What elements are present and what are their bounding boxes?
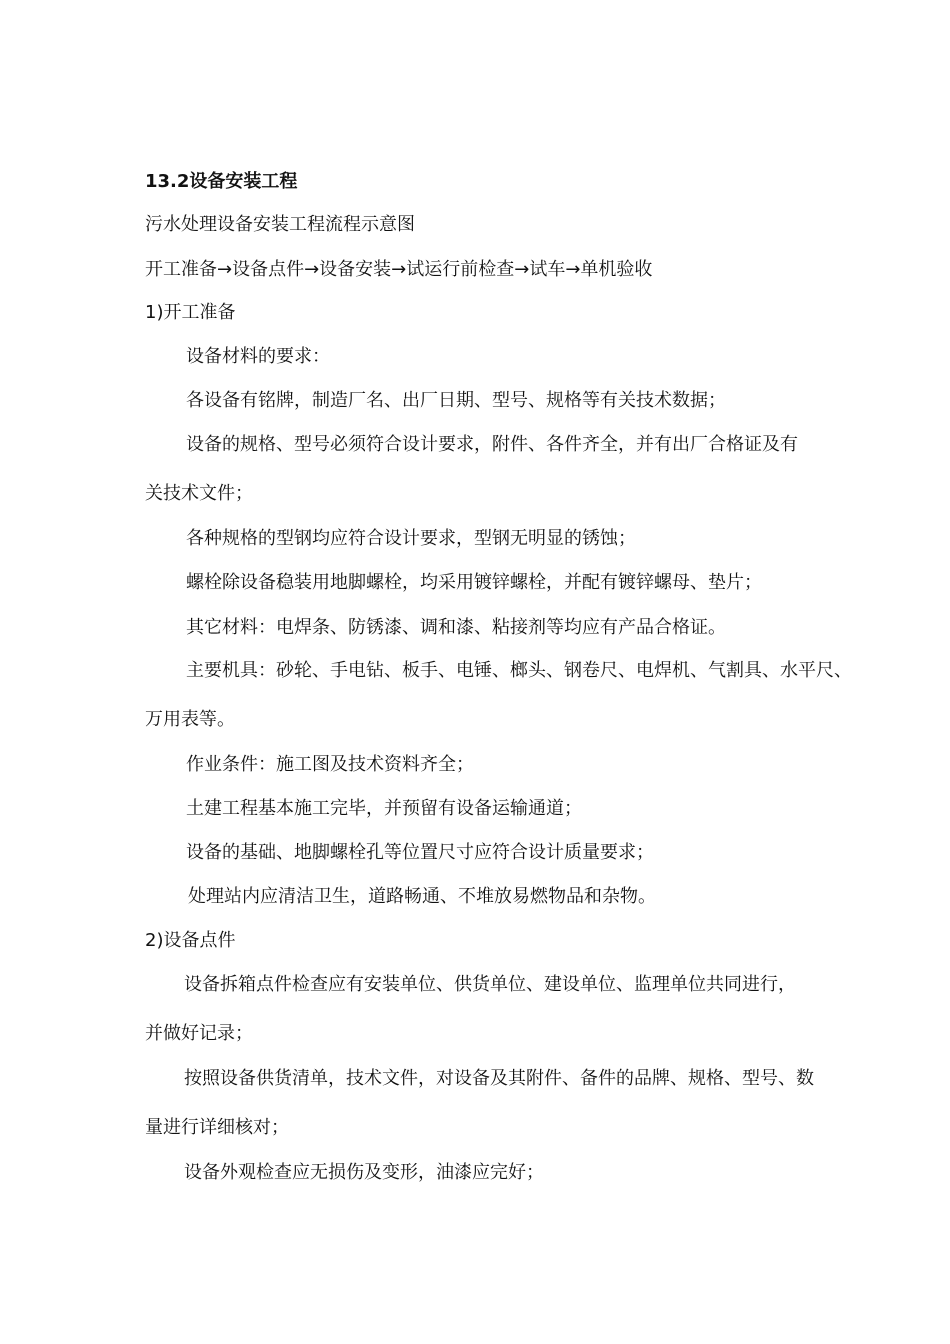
paragraph-line: 作业条件：施工图及技术资料齐全； bbox=[186, 754, 474, 775]
flow-steps: 开工准备→设备点件→设备安装→试运行前检查→试车→单机验收 bbox=[145, 259, 653, 280]
paragraph-line: 各种规格的型钢均应符合设计要求，型钢无明显的锈蚀； bbox=[186, 528, 636, 549]
paragraph-line: 关技术文件； bbox=[145, 483, 253, 504]
paragraph-line: 设备材料的要求： bbox=[186, 346, 330, 367]
part2-heading: 2)设备点件 bbox=[145, 930, 236, 951]
flow-caption: 污水处理设备安装工程流程示意图 bbox=[145, 214, 415, 235]
paragraph-line: 主要机具：砂轮、手电钻、板手、电锤、榔头、钢卷尺、电焊机、气割具、水平尺、 bbox=[186, 660, 852, 681]
paragraph-line: 设备的基础、地脚螺栓孔等位置尺寸应符合设计质量要求； bbox=[186, 842, 654, 863]
paragraph-line: 量进行详细核对； bbox=[145, 1117, 289, 1138]
paragraph-line: 设备的规格、型号必须符合设计要求，附件、各件齐全，并有出厂合格证及有 bbox=[186, 434, 798, 455]
paragraph-line: 土建工程基本施工完毕，并预留有设备运输通道； bbox=[186, 798, 582, 819]
paragraph-line: 设备拆箱点件检查应有安装单位、供货单位、建设单位、监理单位共同进行， bbox=[184, 974, 796, 995]
paragraph-line: 处理站内应清洁卫生，道路畅通、不堆放易燃物品和杂物。 bbox=[188, 886, 656, 907]
paragraph-line: 万用表等。 bbox=[145, 709, 235, 730]
paragraph-line: 各设备有铭牌，制造厂名、出厂日期、型号、规格等有关技术数据； bbox=[186, 390, 726, 411]
paragraph-line: 按照设备供货清单，技术文件，对设备及其附件、备件的品牌、规格、型号、数 bbox=[184, 1068, 814, 1089]
part1-heading: 1)开工准备 bbox=[145, 302, 236, 323]
paragraph-line: 并做好记录； bbox=[145, 1023, 253, 1044]
paragraph-line: 设备外观检查应无损伤及变形，油漆应完好； bbox=[184, 1162, 544, 1183]
paragraph-line: 其它材料：电焊条、防锈漆、调和漆、粘接剂等均应有产品合格证。 bbox=[186, 617, 726, 638]
section-title: 13.2设备安装工程 bbox=[145, 171, 298, 192]
paragraph-line: 螺栓除设备稳装用地脚螺栓，均采用镀锌螺栓，并配有镀锌螺母、垫片； bbox=[186, 572, 762, 593]
